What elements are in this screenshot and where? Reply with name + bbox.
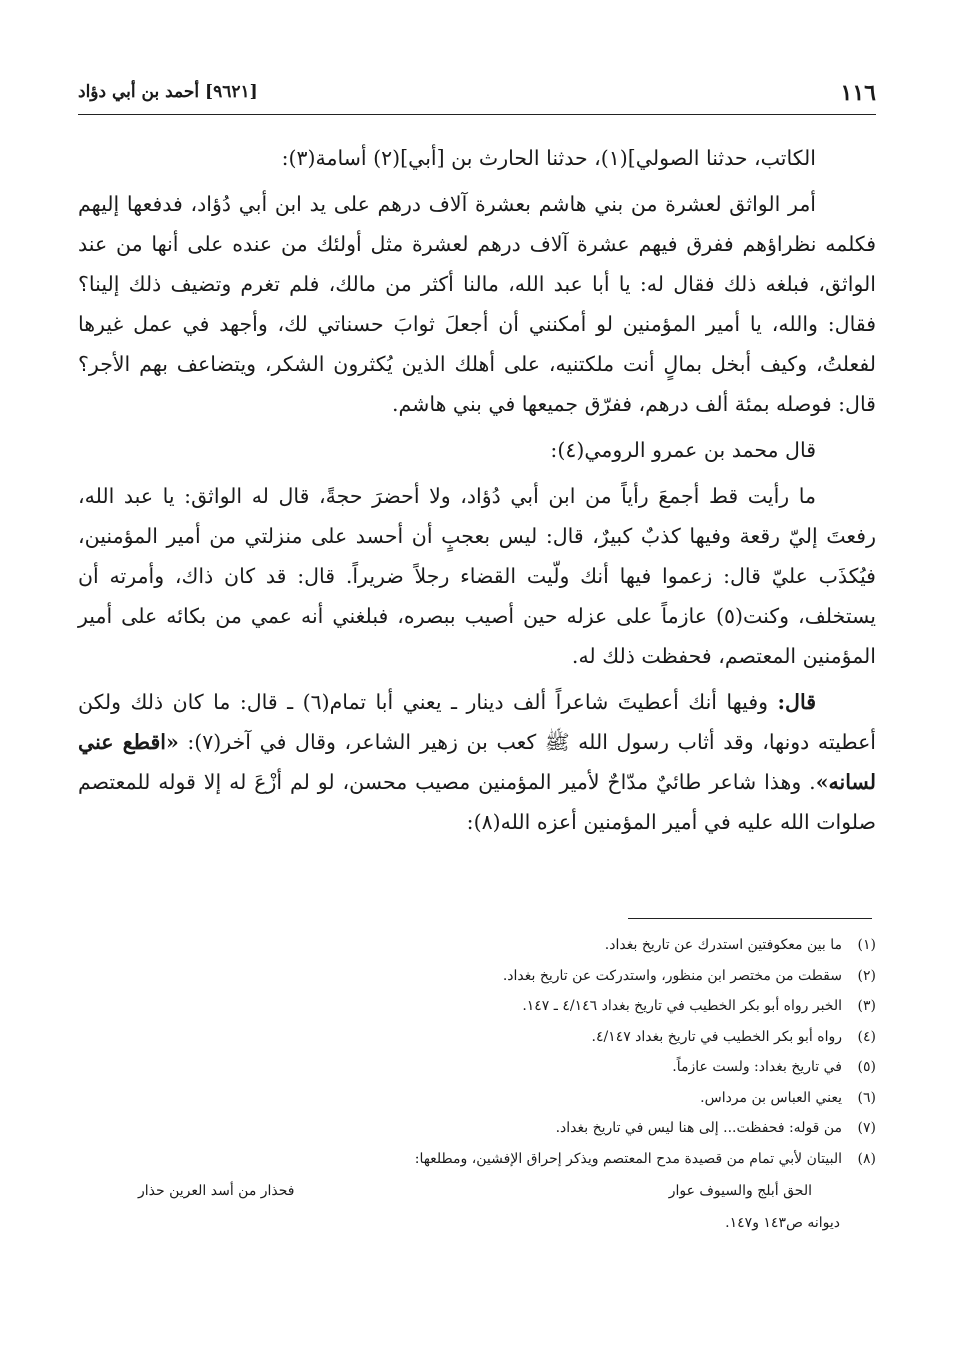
footnote-5: [78, 1052, 876, 1083]
footnote-3: [78, 991, 876, 1022]
verse-first-hemistich: الحق أبلج والسيوف عوار: [668, 1183, 812, 1199]
footnote-text: رواه أبو بكر الخطيب في تاريخ بغداد ٤/١٤٧.: [591, 1028, 842, 1045]
footnote-7: [78, 1113, 876, 1144]
footnote-number: (٥): [857, 1059, 876, 1075]
footnote-text: يعني العباس بن مرداس.: [700, 1089, 842, 1106]
paragraph-5-part-b: . وهذا شاعر طائيٌ مدّاحٌ لأمير المؤمنين مصيب محسن، لو لم أزْعَ له إلا قوله للمعتصم صلوات الله عليه في أمير المؤمنين أعزه الله(٨):: [78, 770, 876, 834]
footnote-2: [78, 961, 876, 992]
paragraph-2: أمر الواثق لعشرة من بني هاشم بعشرة آلاف درهم على يد ابن أبي دُؤاد، فدفعها إليهم فكلمه نظراؤهم ففرق فيهم عشرة آلاف درهم لعشرة مثل أولئك من عنده على أنها من عند الواثق، فبلغه ذلك فقال له: يا أبا عبد الله، مالنا أكثر من مالك، فلم تغرم وتضيف ذلك إلينا؟ فقال: والله، يا أمير المؤمنين لو أمكنني أن أجعلَ ثوابَ حسناتي لك، وأجهد في عمل غيرها لفعلتُ، وكيف أبخل بمالٍ أنت ملكتنيه، على أهلك الذين يُكثرون الشكر، ويتضاعف بهم الأجر؟ قال: فوصله بمئة ألف درهم، ففرّق جميعها في بني هاشم.: [78, 192, 876, 416]
footnote-number: (٧): [857, 1120, 876, 1136]
paragraph-5: [78, 682, 876, 842]
verse-second-hemistich: فحذار من أسد العرين حذار: [138, 1183, 295, 1199]
footnote-number: (٤): [857, 1028, 876, 1045]
footnote-text: سقطت من مختصر ابن منظور، واستدركت عن تاريخ بغداد.: [502, 967, 842, 984]
footnote-4: [78, 1022, 876, 1053]
paragraph-5-part-a: وفيها أنك أعطيتَ شاعراً ألف دينار ـ يعني أبا تمام(٦) ـ قال: ما كان ذلك ولكن أعطيته دونها، وقد أثاب رسول الله ﷺ كعب بن زهير الشاعر، وقال في آخر(٧):: [78, 690, 877, 754]
footnote-number: (٢): [857, 967, 876, 984]
footnote-6: [78, 1083, 876, 1114]
footnote-text: من قوله: فحفظت... إلى هنا ليس في تاريخ بغداد.: [555, 1120, 842, 1136]
footnote-number: (٣): [857, 998, 876, 1014]
footnote-tail: ديوانه ص١٤٣ و١٤٧.: [725, 1215, 840, 1231]
footnote-separator: [628, 918, 872, 919]
footnote-1: [78, 930, 876, 961]
paragraph-3: قال محمد بن عمرو الرومي(٤):: [550, 438, 816, 462]
paragraph-4: ما رأيت قط أجمعَ رأياً من ابن أبي دُؤاد، ولا أحضرَ حجةً، قال له الواثق: يا عبد الله، رفعتَ إليّ رقعة وفيها كذبٌ كبيرٌ، قال: ليس بعجبٍ أن أحسد على منزلتي من أمير المؤمنين، فيُكذَب عليّ قال: زعموا فيها أنك ولّيت القضاء رجلاً ضريراً. قال: قد كان ذاك، وأمرته أن يستخلف، وكنت(٥) عازماً على عزله حين أصيب ببصره، فبلغني أنه عمي من بكائه على أمير المؤمنين المعتصم، فحفظت ذلك له.: [78, 484, 877, 668]
page-header: [78, 78, 876, 115]
footnote-number: (١): [857, 937, 876, 953]
footnote-text: البيتان لأبي تمام من قصيدة مدح المعتصم ويذكر إحراق الإفشين، ومطلعها:: [414, 1150, 842, 1167]
paragraph-5-lead: قال:: [777, 690, 816, 714]
footnote-text: ما بين معكوفتين استدرك عن تاريخ بغداد.: [604, 937, 842, 953]
page-number: ١١٦: [840, 80, 876, 106]
verse: [138, 1176, 812, 1206]
main-text: [78, 138, 876, 848]
footnotes: [78, 930, 876, 1238]
footnote-8: [78, 1144, 876, 1175]
footnote-number: (٦): [857, 1089, 876, 1106]
paragraph-1: الكاتب، حدثنا الصولي](١)، حدثنا الحارث بن [أبي](٢) أسامة(٣):: [281, 146, 816, 170]
footnote-text: في تاريخ بغداد: ولست عازماً.: [672, 1059, 842, 1075]
paragraph-5-quote: «اقطع عني لسانه»: [78, 730, 876, 794]
footnote-number: (٨): [857, 1150, 876, 1167]
running-title: [٩٦٢١] أحمد بن أبي دؤاد: [78, 82, 258, 102]
footnote-text: الخبر رواه أبو بكر الخطيب في تاريخ بغداد ٤/١٤٦ ـ ١٤٧.: [522, 998, 842, 1014]
